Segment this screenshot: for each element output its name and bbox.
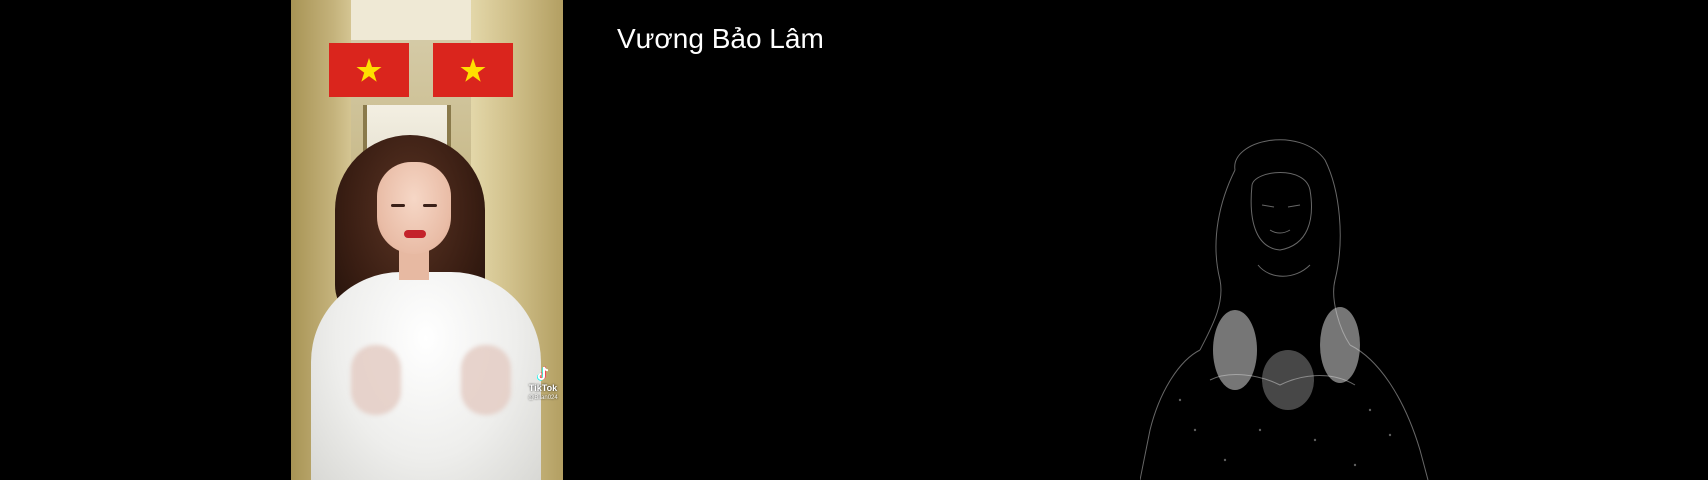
- person-lips: [404, 230, 426, 238]
- edge-collar: [1258, 265, 1310, 276]
- edge-shoulder: [1350, 345, 1428, 480]
- tiktok-watermark: [523, 366, 563, 402]
- flag-star-icon: [460, 57, 486, 83]
- person-eye-left: [391, 204, 405, 207]
- edge-detected-figure: [1140, 130, 1430, 480]
- edge-face-outline: [1251, 173, 1311, 251]
- person-eye-right: [423, 204, 437, 207]
- edge-shoulder: [1140, 350, 1200, 480]
- tiktok-username: @Bilan024: [528, 395, 558, 401]
- edge-speck: [1179, 399, 1181, 401]
- edge-chest-highlight: [1262, 350, 1314, 410]
- edge-speck: [1314, 439, 1316, 441]
- edge-lips: [1270, 230, 1290, 233]
- edge-speck: [1354, 464, 1356, 466]
- edge-eye: [1262, 205, 1274, 207]
- tiktok-brand: TikTok: [528, 383, 558, 393]
- edge-hand-right: [1320, 307, 1360, 383]
- edge-hand-left: [1213, 310, 1257, 390]
- person-hand-right: [461, 345, 511, 415]
- tiktok-logo-icon: [535, 366, 551, 382]
- person-face: [377, 162, 451, 254]
- hallway-ceiling: [331, 0, 481, 40]
- person-neck: [399, 250, 429, 280]
- vietnam-flag-icon: [433, 43, 513, 97]
- edge-eye: [1288, 205, 1300, 207]
- edge-speck: [1259, 429, 1261, 431]
- flag-star-icon: [356, 57, 382, 83]
- vietnam-flag-icon: [329, 43, 409, 97]
- edge-speck: [1194, 429, 1196, 431]
- edge-speck: [1389, 434, 1391, 436]
- edge-speck: [1369, 409, 1371, 411]
- person-hand-left: [351, 345, 401, 415]
- edge-speck: [1224, 459, 1226, 461]
- page-title: Vương Bảo Lâm: [617, 23, 824, 54]
